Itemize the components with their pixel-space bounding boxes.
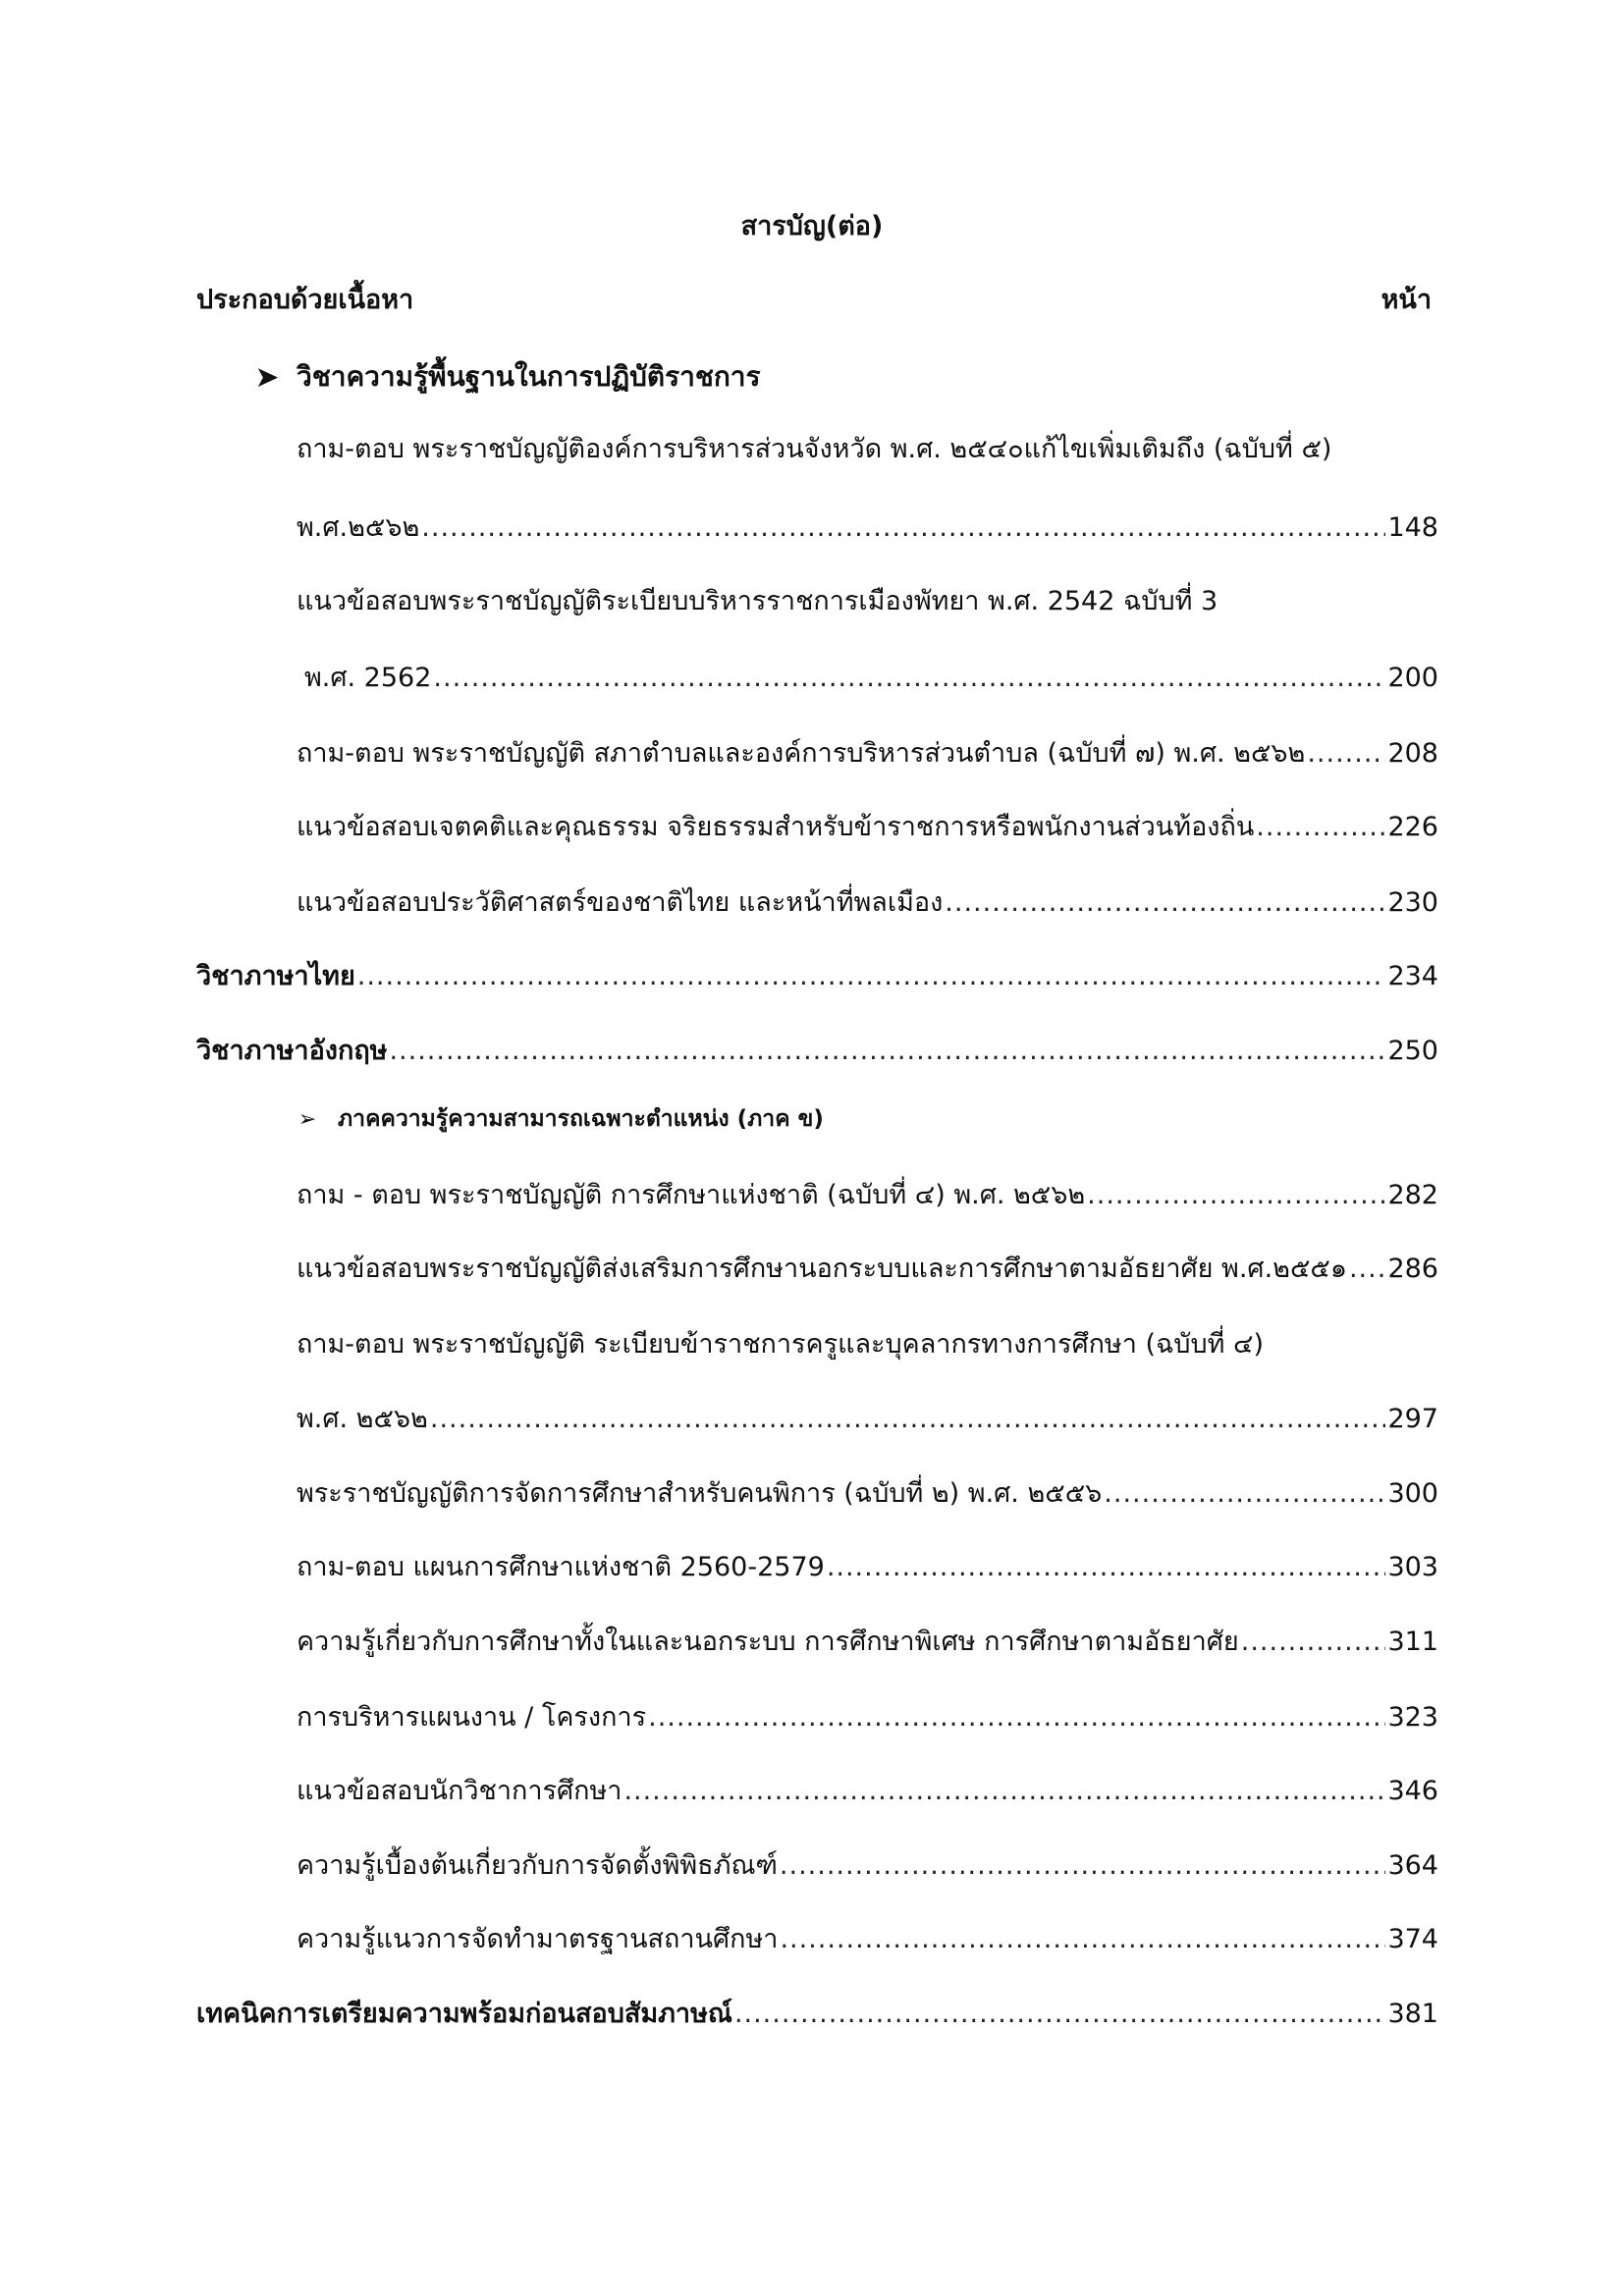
toc-entry-text: ถาม-ตอบ พระราชบัญญัติ สภาตำบลและองค์การบริหารส่วนตำบล (ฉบับที่ ๗) พ.ศ. ๒๕๖๒ <box>297 738 1306 769</box>
toc-entry-text: เทคนิคการเตรียมความพร้อมก่อนสอบสัมภาษณ์ <box>196 1999 732 2029</box>
toc-entry-page: 208 <box>1387 738 1438 769</box>
toc-entry-text: แนวข้อสอบประวัติศาสตร์ของชาติไทย และหน้าที่พลเมือง <box>297 887 944 918</box>
dot-leader <box>945 887 1385 918</box>
toc-entry-page: 300 <box>1387 1478 1438 1509</box>
toc-entry-page: 381 <box>1387 1999 1438 2029</box>
toc-entry-page: 148 <box>1387 512 1438 543</box>
toc-entry-text: ความรู้แนวการจัดทำมาตรฐานสถานศึกษา <box>297 1924 779 1954</box>
toc-entry-text: วิชาภาษาอังกฤษ <box>196 1036 388 1066</box>
toc-entry-text: พ.ศ. 2562 <box>304 663 432 693</box>
toc-entry-text: แนวข้อสอบนักวิชาการศึกษา <box>297 1776 623 1806</box>
toc-entry <box>297 1247 1438 1286</box>
toc-entry <box>297 1397 1438 1436</box>
dot-leader <box>648 1702 1385 1733</box>
toc-entry <box>297 805 1438 844</box>
dot-leader <box>1104 1478 1385 1509</box>
toc-entry-text: แนวข้อสอบเจตคติและคุณธรรม จริยธรรมสำหรับข้าราชการหรือพนักงานส่วนท้องถิ่น <box>297 812 1255 842</box>
section-heading-specific-knowledge <box>295 1101 824 1137</box>
toc-entry-text: พระราชบัญญัติการจัดการศึกษาสำหรับคนพิการ (ฉบับที่ ๒) พ.ศ. ๒๕๕๖ <box>297 1478 1103 1509</box>
toc-entry-text: ถาม - ตอบ พระราชบัญญัติ การศึกษาแห่งชาติ (ฉบับที่ ๔) พ.ศ. ๒๕๖๒ <box>297 1180 1086 1210</box>
dot-leader <box>1256 812 1385 842</box>
toc-entry-subject <box>196 954 1438 993</box>
contents-heading: ประกอบด้วยเนื้อหา <box>196 285 414 315</box>
toc-entry-text: พ.ศ.๒๕๖๒ <box>297 512 420 543</box>
dot-leader <box>734 1999 1386 2029</box>
toc-entry-page: 374 <box>1387 1924 1438 1954</box>
dot-leader <box>389 1036 1385 1066</box>
toc-entry <box>297 1545 1438 1584</box>
toc-entry-subject <box>196 1029 1438 1068</box>
toc-entry-line1: ถาม-ตอบ พระราชบัญญัติองค์การบริหารส่วนจังหวัด พ.ศ. ๒๕๔๐แก้ไขเพิ่มเติมถึง (ฉบับที่ ๕) <box>297 434 1332 464</box>
dot-leader <box>1241 1627 1386 1657</box>
toc-entry <box>297 1769 1438 1808</box>
toc-entry-text: การบริหารแผนงาน / โครงการ <box>297 1702 647 1733</box>
dot-leader <box>421 512 1385 543</box>
toc-entry-text: ความรู้เบื้องต้นเกี่ยวกับการจัดตั้งพิพิธภัณฑ์ <box>297 1850 778 1881</box>
arrow-bullet-icon: ➤ <box>254 359 280 395</box>
toc-entry <box>297 506 1438 545</box>
section-heading-basic-knowledge <box>247 355 761 399</box>
dot-leader <box>1349 1254 1385 1284</box>
toc-entry-page: 311 <box>1387 1627 1438 1657</box>
toc-entry <box>297 1695 1438 1735</box>
arrow-bullet-icon: ➢ <box>298 1106 317 1132</box>
toc-entry-page: 226 <box>1387 812 1438 842</box>
toc-entry-page: 346 <box>1387 1776 1438 1806</box>
toc-entry <box>297 881 1438 920</box>
dot-leader <box>430 1404 1386 1434</box>
page-column-heading: หน้า <box>1380 285 1432 315</box>
toc-entry-page: 282 <box>1387 1180 1438 1210</box>
toc-entry-text: แนวข้อสอบพระราชบัญญัติส่งเสริมการศึกษานอกระบบและการศึกษาตามอัธยาศัย พ.ศ.๒๕๕๑ <box>297 1254 1347 1284</box>
section-heading-label: วิชาความรู้พื้นฐานในการปฏิบัติราชการ <box>297 360 761 393</box>
toc-entry-page: 200 <box>1387 663 1438 693</box>
toc-entry-page: 364 <box>1387 1850 1438 1881</box>
dot-leader <box>623 1776 1385 1806</box>
toc-entry <box>297 1173 1438 1212</box>
toc-header <box>196 278 1432 320</box>
toc-entry-page: 230 <box>1387 887 1438 918</box>
dot-leader <box>1307 738 1385 769</box>
toc-entry-page: 323 <box>1387 1702 1438 1733</box>
toc-entry-text: ความรู้เกี่ยวกับการศึกษาทั้งในและนอกระบบ การศึกษาพิเศษ การศึกษาตามอัธยาศัย <box>297 1627 1239 1657</box>
toc-entry <box>297 731 1438 771</box>
toc-entry-line1: ถาม-ตอบ พระราชบัญญัติ ระเบียบข้าราชการครูและบุคลากรทางการศึกษา (ฉบับที่ ๔) <box>297 1329 1265 1360</box>
toc-entry-text: ถาม-ตอบ แผนการศึกษาแห่งชาติ 2560-2579 <box>297 1552 825 1582</box>
toc-entry <box>297 1471 1438 1511</box>
toc-entry <box>297 1620 1438 1659</box>
toc-entry-page: 303 <box>1387 1552 1438 1582</box>
toc-entry-page: 234 <box>1387 961 1438 991</box>
dot-leader <box>1087 1180 1385 1210</box>
section-heading-label: ภาคความรู้ความสามารถเฉพาะตำแหน่ง (ภาค ข) <box>338 1106 824 1132</box>
dot-leader <box>433 663 1385 693</box>
dot-leader <box>780 1850 1386 1881</box>
toc-entry <box>304 656 1438 695</box>
toc-entry-subject <box>196 1992 1438 2031</box>
toc-entry <box>297 1843 1438 1883</box>
toc-entry-page: 286 <box>1387 1254 1438 1284</box>
toc-entry-line1: แนวข้อสอบพระราชบัญญัติระเบียบบริหารราชการเมืองพัทยา พ.ศ. 2542 ฉบับที่ 3 <box>297 586 1218 616</box>
toc-entry-page: 297 <box>1387 1404 1438 1434</box>
dot-leader <box>827 1552 1386 1582</box>
toc-entry <box>297 1917 1438 1956</box>
dot-leader <box>357 961 1386 991</box>
toc-entry-text: พ.ศ. ๒๕๖๒ <box>297 1404 428 1434</box>
toc-entry-text: วิชาภาษาไทย <box>196 961 355 991</box>
dot-leader <box>780 1924 1385 1954</box>
toc-entry-page: 250 <box>1387 1036 1438 1066</box>
page-title: สารบัญ(ต่อ) <box>740 211 884 241</box>
